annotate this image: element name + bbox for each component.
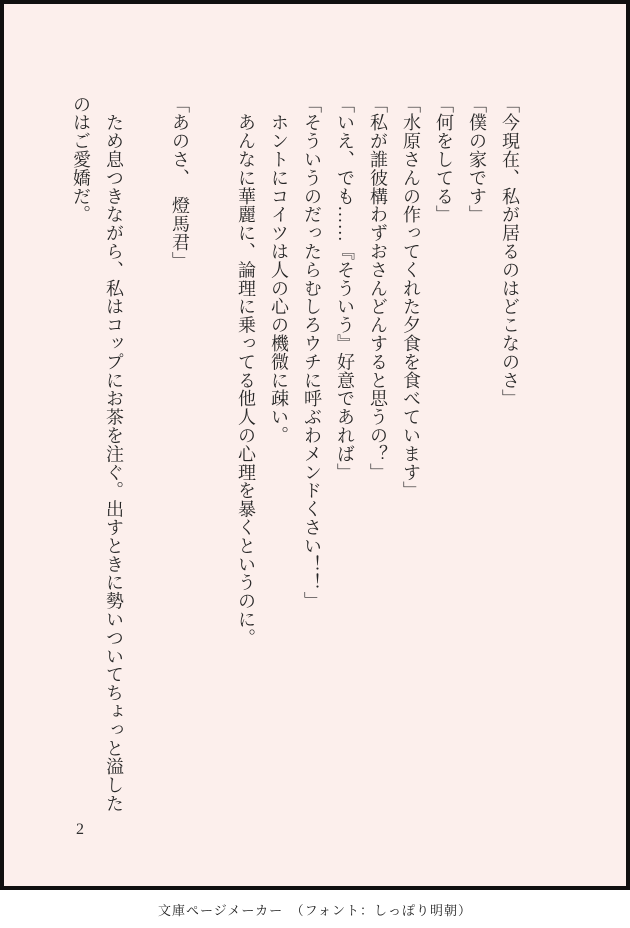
text-line: 「私が誰彼構わずおさんどんすると思うの？」: [368, 95, 388, 482]
text-line-blank: [196, 95, 229, 811]
text-line: 「何をしてる」: [434, 95, 454, 224]
footer-label: 文庫ページメーカー （フォント：しっぽり明朝）: [158, 902, 472, 918]
text-line: 「僕の家です」: [467, 95, 487, 224]
text-line: 「いえ、でも……『そういう』好意であれば」: [335, 95, 355, 482]
page-number: 2: [76, 821, 84, 838]
text-line: ため息つきながら、私はコップにお茶を注ぐ。出すときに勢いついてちょっと溢した: [104, 95, 124, 813]
footer-bar: [0, 890, 630, 928]
text-line: あんなに華麗に、論理に乗ってる他人の心理を暴くというのに。: [236, 95, 256, 647]
page-text: [64, 95, 526, 811]
text-line: ホントにコイツは人の心の機微に疎い。: [269, 95, 289, 445]
text-line: 「今現在、私が居るのはどこなのさ」: [500, 95, 520, 408]
text-line: のはご愛嬌だ。: [71, 95, 91, 224]
text-line: 「あのさ、 燈馬君」: [170, 95, 190, 270]
text-line: 「そういうのだったらむしろウチに呼ぶわメンドくさい！！」: [302, 95, 322, 611]
text-line-blank: [130, 95, 163, 811]
text-line: 「水原さんの作ってくれた夕食を食べています」: [401, 95, 421, 500]
